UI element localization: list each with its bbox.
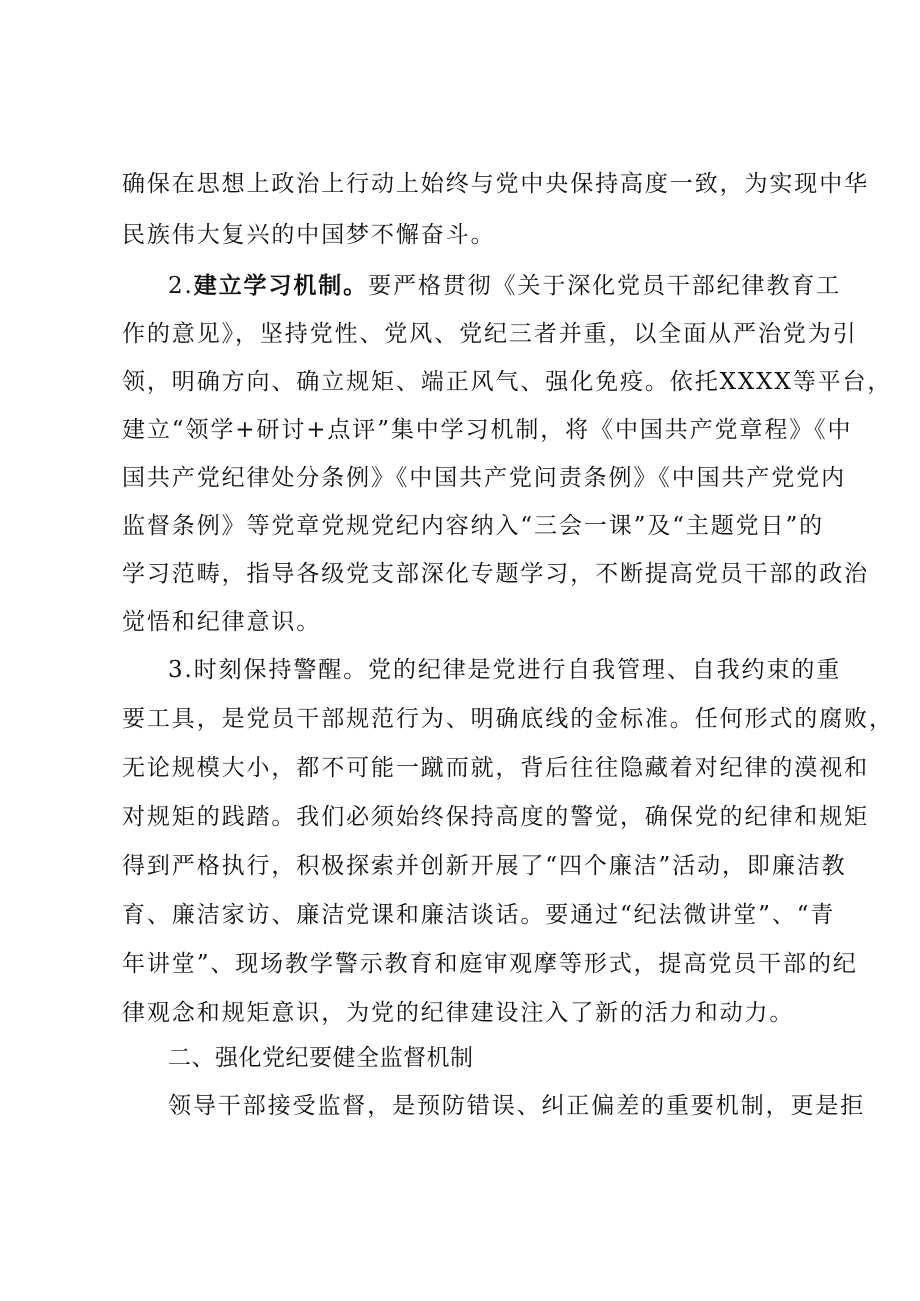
item2-first-line bbox=[168, 270, 868, 302]
paragraph-line: 学习范畴，指导各级党支部深化专题学习，不断提高党员干部的政治 bbox=[122, 561, 869, 587]
paragraph-line: 律观念和规矩意识，为党的纪律建设注入了新的活力和动力。 bbox=[122, 1000, 795, 1026]
paragraph-line: 要工具，是党员干部规范行为、明确底线的金标准。任何形式的腐败， bbox=[122, 706, 894, 732]
paragraph-line: 确保在思想上政治上行动上始终与党中央保持高度一致，为实现中华 bbox=[122, 171, 869, 197]
section2-first-line: 领导干部接受监督，是预防错误、纠正偏差的重要机制，更是拒 bbox=[168, 1093, 866, 1119]
paragraph-line: 民族伟大复兴的中国梦不懈奋斗。 bbox=[122, 222, 496, 248]
item2-first-line-rest: 要严格贯彻《关于深化党员干部纪律教育工 bbox=[368, 273, 842, 299]
paragraph-line: 觉悟和纪律意识。 bbox=[122, 609, 322, 635]
paragraph-line: 对规矩的践踏。我们必须始终保持高度的警觉，确保党的纪律和规矩 bbox=[122, 804, 869, 830]
section-heading: 二、强化党纪要健全监督机制 bbox=[168, 1045, 474, 1071]
paragraph-line: 得到严格执行，积极探索并创新开展了“四个廉洁”活动，即廉洁教 bbox=[122, 853, 847, 879]
item2-number: 2. bbox=[168, 273, 194, 299]
item2-title: 建立学习机制。 bbox=[193, 272, 369, 299]
paragraph-line: 作的意见》，坚持党性、党风、党纪三者并重，以全面从严治党为引 bbox=[122, 321, 858, 347]
paragraph-line: 无论规模大小，都不可能一蹴而就，背后往往隐藏着对纪律的漠视和 bbox=[122, 755, 869, 781]
paragraph-line: 国共产党纪律处分条例》《中国共产党问责条例》《中国共产党党内 bbox=[122, 465, 846, 491]
paragraph-line: 建立“领学+研讨+点评”集中学习机制，将《中国共产党章程》《中 bbox=[122, 417, 853, 443]
paragraph-line: 领，明确方向、确立规矩、端正风气、强化免疫。依托XXXX等平台， bbox=[122, 369, 893, 395]
paragraph-line: 监督条例》等党章党规党纪内容纳入“三会一课”及“主题党日”的 bbox=[122, 513, 825, 539]
item3-first-line: 3.时刻保持警醒。党的纪律是党进行自我管理、自我约束的重 bbox=[168, 657, 842, 683]
paragraph-line: 育、廉洁家访、廉洁党课和廉洁谈话。要通过“纪法微讲堂”、“青 bbox=[122, 902, 836, 928]
paragraph-line: 年讲堂”、现场教学警示教育和庭审观摩等形式，提高党员干部的纪 bbox=[122, 951, 858, 977]
